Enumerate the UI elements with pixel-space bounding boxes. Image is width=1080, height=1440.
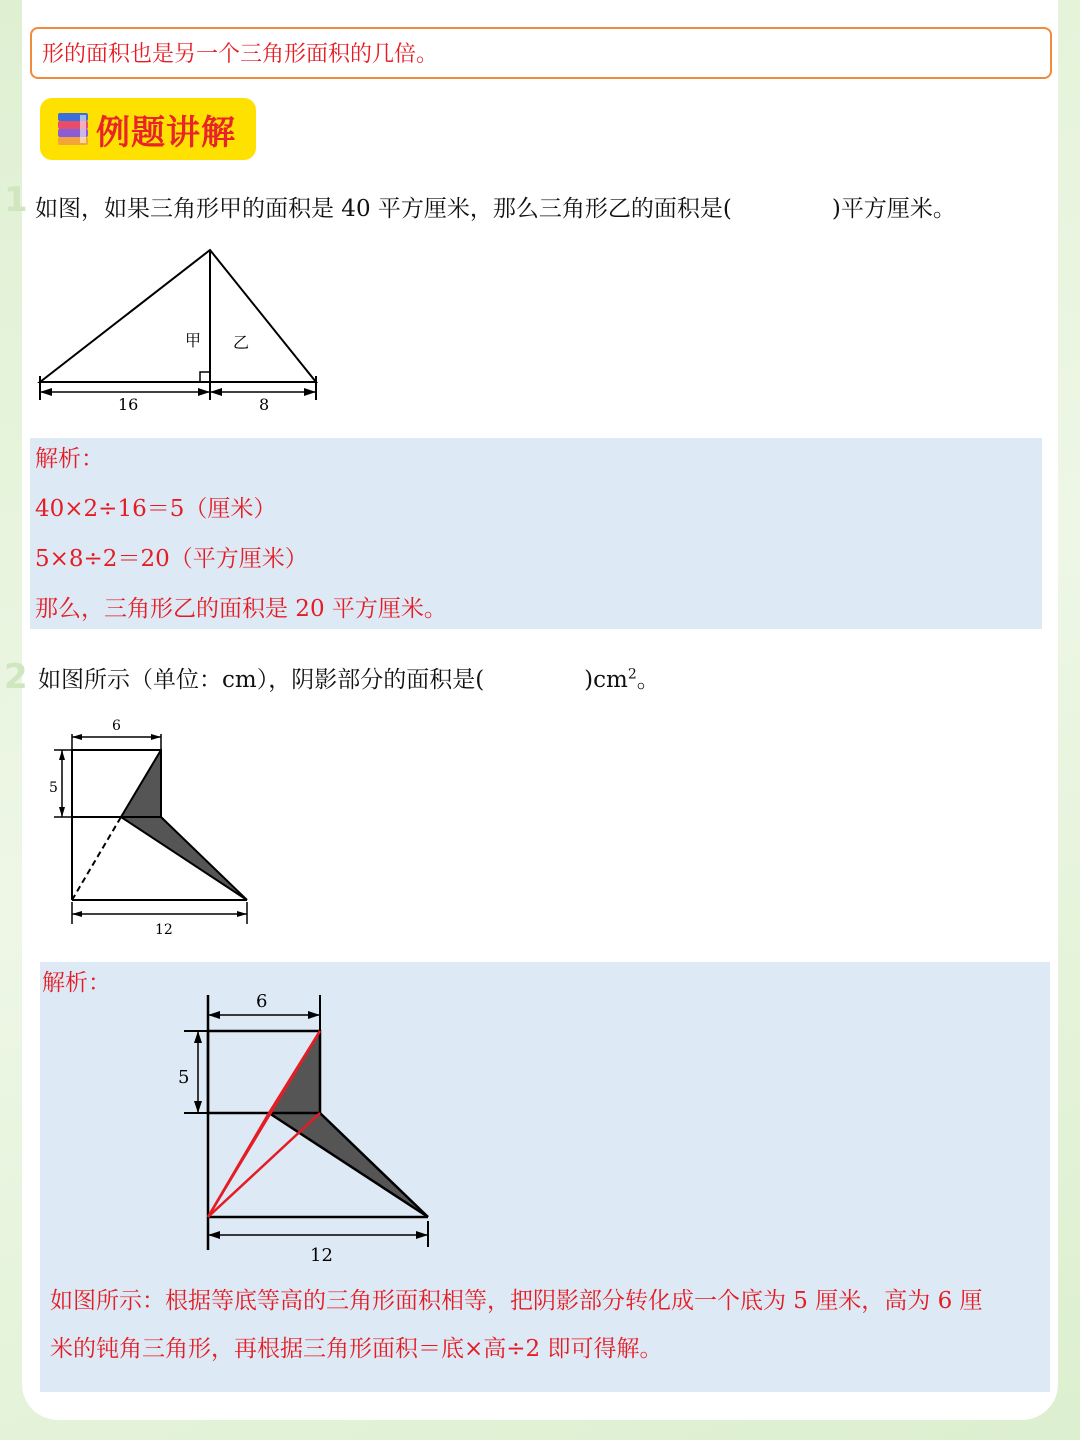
label-yi: 乙 — [233, 333, 250, 352]
question-2-solution-title: 解析： — [42, 970, 111, 996]
question-1-solution-line-3: 那么，三角形乙的面积是 20 平方厘米。 — [35, 596, 447, 622]
large-triangle-outline — [40, 250, 316, 382]
question-2-figure — [40, 712, 270, 942]
bottom-dimension-label: 12 — [155, 922, 173, 938]
solution-top-label: 6 — [256, 991, 268, 1012]
question-2-solution-line-2: 米的钝角三角形，再根据三角形面积＝底×高÷2 即可得解。 — [50, 1336, 663, 1362]
question-2-superscript: 2 — [627, 666, 637, 683]
question-2-text-before: 如图所示（单位：cm），阴影部分的面积是( — [38, 667, 485, 693]
question-1-solution-line-1: 40×2÷16＝5（厘米） — [35, 496, 277, 522]
question-2-solution-line-1: 如图所示：根据等底等高的三角形面积相等，把阴影部分转化成一个底为 5 厘米，高为 6 厘 — [50, 1288, 983, 1314]
solution-side-label: 5 — [178, 1067, 190, 1088]
side-dimension-label: 5 — [49, 780, 58, 796]
solution-bottom-label: 12 — [310, 1245, 333, 1266]
question-1-solution-title: 解析： — [35, 446, 104, 472]
question-1-text — [35, 190, 956, 223]
section-badge — [40, 98, 256, 160]
top-note: 形的面积也是另一个三角形面积的几倍。 — [30, 27, 1052, 79]
label-jia: 甲 — [185, 331, 202, 350]
question-2-text-end: 。 — [636, 667, 660, 693]
question-1-solution-line-2: 5×8÷2＝20（平方厘米） — [35, 546, 308, 572]
base-left-label: 16 — [118, 395, 139, 414]
question-2-number: 2 — [4, 657, 28, 697]
dashed-helper-line — [72, 817, 121, 900]
question-2-solution-figure — [170, 985, 450, 1270]
question-1-figure — [30, 240, 330, 420]
question-1-text-after: )平方厘米。 — [831, 196, 956, 222]
base-right-label: 8 — [259, 395, 270, 414]
question-2-text — [38, 661, 660, 694]
right-angle-mark — [200, 372, 210, 382]
section-badge-label: 例题讲解 — [96, 112, 236, 153]
question-1-number: 1 — [4, 180, 28, 220]
question-1-text-before: 如图，如果三角形甲的面积是 40 平方厘米，那么三角形乙的面积是( — [35, 196, 732, 222]
books-icon — [56, 111, 90, 147]
top-dimension-label: 6 — [112, 718, 121, 734]
question-2-text-after: )cm — [584, 667, 628, 693]
red-helper-line-3 — [208, 1113, 320, 1217]
